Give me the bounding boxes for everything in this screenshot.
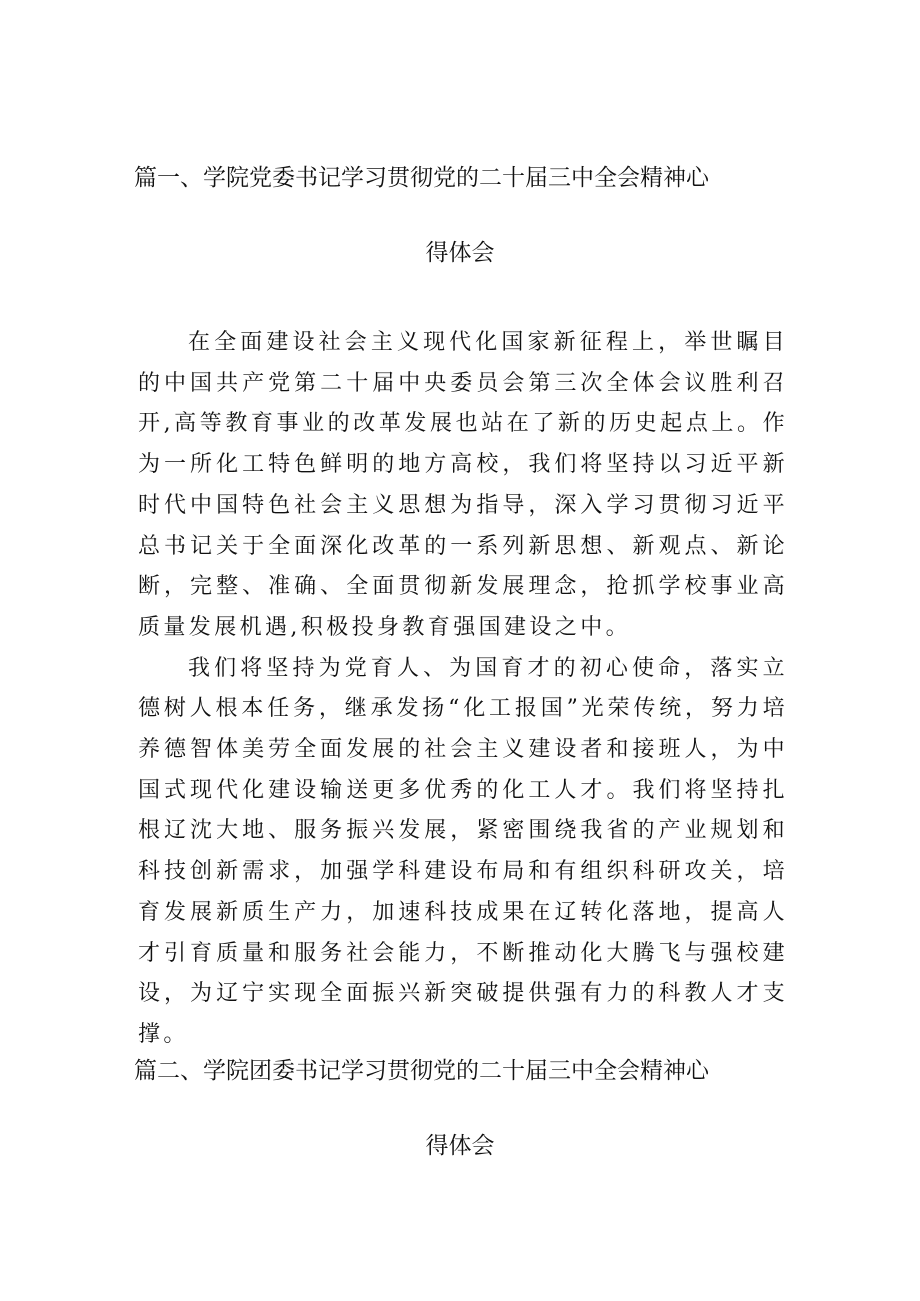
section2-title xyxy=(0,1034,920,1184)
section2-title-line1: 篇二、学院团委书记学习贯彻党的二十届三中全会精神心 xyxy=(134,1058,709,1084)
section1-body xyxy=(138,323,788,1056)
section1-title-line1: 篇一、学院党委书记学习贯彻党的二十届三中全会精神心 xyxy=(134,165,709,191)
section1-title-line2: 得体会 xyxy=(425,240,495,266)
section2-title-line2: 得体会 xyxy=(425,1133,495,1159)
section1-paragraph-1: 在全面建设社会主义现代化国家新征程上，举世瞩目的中国共产党第二十届中央委员会第三次全体会议胜利召开,高等教育事业的改革发展也站在了新的历史起点上。作为一所化工特色鲜明的地方高校，我们将坚持以习近平新时代中国特色社会主义思想为指导，深入学习贯彻习近平总书记关于全面深化改革的一系列新思想、新观点、新论断，完整、准确、全面贯彻新发展理念，抢抓学校事业高质量发展机遇,积极投身教育强国建设之中。 xyxy=(138,330,788,640)
section1-title xyxy=(0,141,920,291)
section1-paragraph-2: 我们将坚持为党育人、为国育才的初心使命，落实立德树人根本任务，继承发扬“化工报国”光荣传统，努力培养德智体美劳全面发展的社会主义建设者和接班人，为中国式现代化建设输送更多优秀的化工人才。我们将坚持扎根辽沈大地、服务振兴发展，紧密围绕我省的产业规划和科技创新需求，加强学科建设布局和有组织科研攻关，培育发展新质生产力，加速科技成果在辽转化落地，提高人才引育质量和服务社会能力，不断推动化大腾飞与强校建设，为辽宁实现全面振兴新突破提供强有力的科教人才支撑。 xyxy=(138,655,788,1047)
